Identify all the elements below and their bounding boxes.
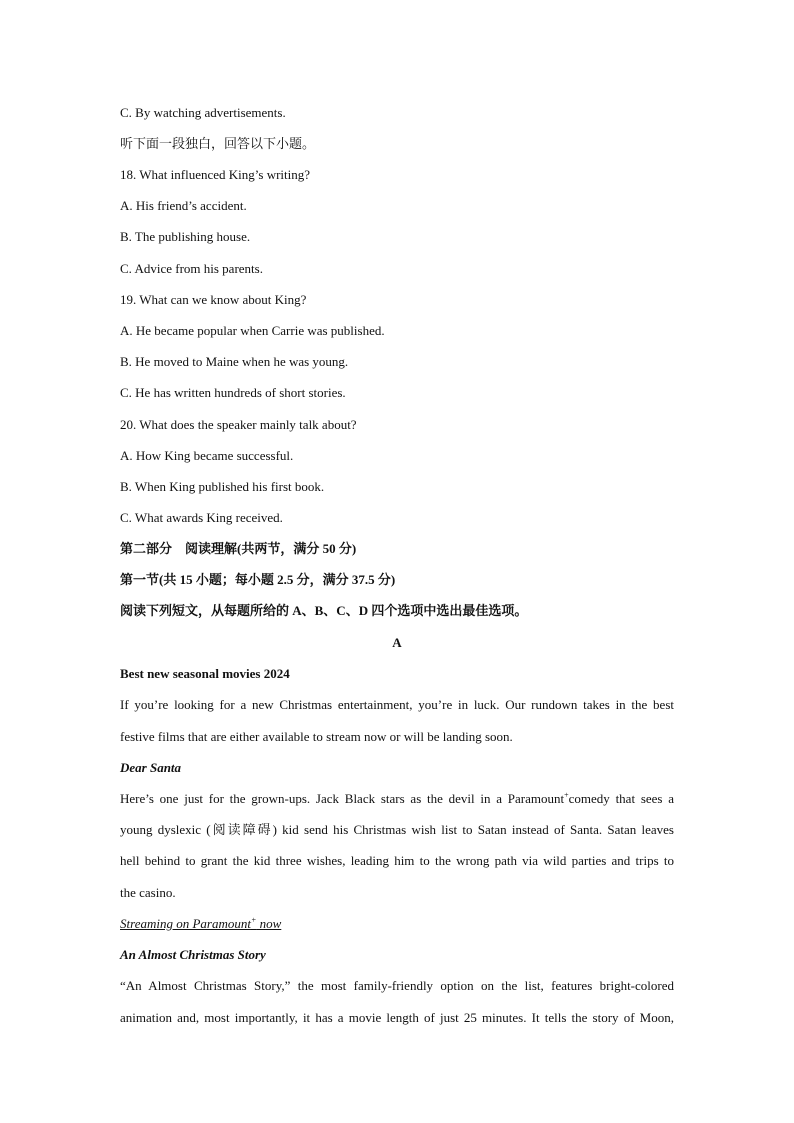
option-text: B. The publishing house. xyxy=(120,229,251,244)
option-text: C. By watching advertisements. xyxy=(120,105,286,120)
paragraph-line: the casino. xyxy=(120,885,176,900)
question-19: 19. What can we know about King? xyxy=(120,292,307,307)
option-text: A. How King became successful. xyxy=(120,448,294,463)
streaming-link[interactable] xyxy=(120,916,281,932)
paragraph-text: Here’s one just for the grown-ups. Jack Black stars as the devil in a Paramount xyxy=(120,791,565,806)
movie-title: An Almost Christmas Story xyxy=(120,947,266,962)
passage-letter: A xyxy=(392,635,402,650)
paragraph-line: animation and, most importantly, it has a movie length of just 25 minutes. It tells the story of Moon, xyxy=(120,1010,674,1025)
superscript: + xyxy=(250,915,257,925)
part-two-heading: 第二部分 阅读理解(共两节，满分 50 分) xyxy=(120,541,357,556)
question-20: 20. What does the speaker mainly talk about? xyxy=(120,417,357,432)
paragraph-line: festive films that are either available to stream now or will be landing soon. xyxy=(120,729,513,744)
option-text: B. When King published his first book. xyxy=(120,479,325,494)
reading-instruction: 阅读下列短文，从每题所给的 A、B、C、D 四个选项中选出最佳选项。 xyxy=(120,603,528,618)
passage-title: Best new seasonal movies 2024 xyxy=(120,666,290,681)
streaming-text: now xyxy=(256,916,282,931)
question-18: 18. What influenced King’s writing? xyxy=(120,167,311,182)
movie-title: Dear Santa xyxy=(120,760,182,775)
option-text: A. He became popular when Carrie was published. xyxy=(120,323,385,338)
paragraph-line: young dyslexic (阅读障碍) kid send his Christmas wish list to Satan instead of Santa. Satan leaves xyxy=(120,822,674,837)
option-text: C. Advice from his parents. xyxy=(120,261,263,276)
paragraph-text: comedy that sees a xyxy=(568,791,674,806)
paragraph-line xyxy=(120,791,674,807)
superscript: + xyxy=(564,790,569,800)
option-text: A. His friend’s accident. xyxy=(120,198,247,213)
option-text: B. He moved to Maine when he was young. xyxy=(120,354,349,369)
paragraph-line: “An Almost Christmas Story,” the most family-friendly option on the list, features bright-colored xyxy=(120,978,674,993)
option-text: C. He has written hundreds of short stories. xyxy=(120,385,346,400)
paragraph-line: hell behind to grant the kid three wishes, leading him to the wrong path via wild parties and trips to xyxy=(120,853,674,868)
listening-instruction: 听下面一段独白，回答以下小题。 xyxy=(120,136,316,151)
paragraph-line: If you’re looking for a new Christmas entertainment, you’re in luck. Our rundown takes in the best xyxy=(120,697,674,712)
streaming-text: Streaming on Paramount xyxy=(120,916,251,931)
option-text: C. What awards King received. xyxy=(120,510,283,525)
section-one-heading: 第一节(共 15 小题；每小题 2.5 分，满分 37.5 分) xyxy=(120,572,396,587)
